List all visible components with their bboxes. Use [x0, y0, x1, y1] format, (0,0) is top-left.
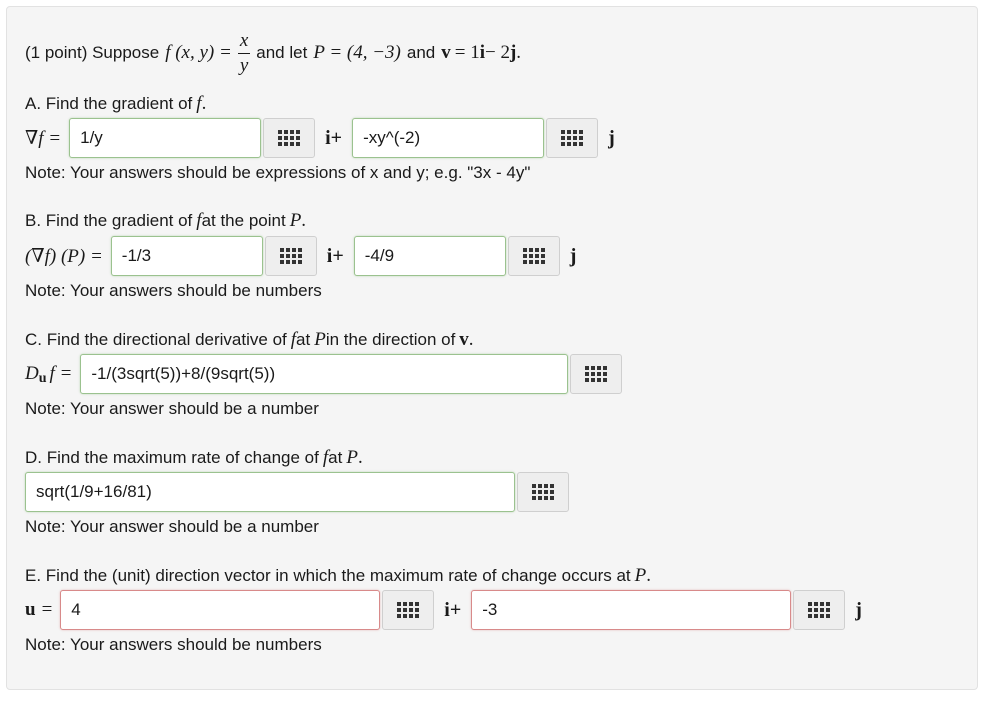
part-b-prompt — [25, 210, 306, 232]
part-d-note: Note: Your answer should be a number — [25, 517, 319, 536]
part-e-j-input[interactable] — [471, 590, 791, 630]
u-subscript: u — [38, 371, 47, 386]
period: . — [516, 42, 522, 63]
part-d-prompt-text: D. Find the maximum rate of change of — [25, 448, 319, 467]
period: . — [301, 210, 307, 231]
part-e-prompt — [25, 565, 651, 587]
equation-palette-icon[interactable] — [508, 236, 560, 276]
and-let-text: and let — [256, 43, 308, 62]
v-equals: = 1 — [454, 42, 480, 63]
part-c-field — [80, 354, 622, 394]
fraction-x-over-y — [238, 31, 250, 75]
equation-palette-icon[interactable] — [517, 472, 569, 512]
function-def: f (x, y) = — [165, 42, 232, 63]
part-e-i-field — [60, 590, 434, 630]
at-the-point-text: at the point — [201, 211, 286, 230]
point-definition: P = (4, −3) — [313, 42, 401, 63]
and-text: and — [406, 43, 436, 62]
f-symbol: f — [290, 329, 297, 350]
p-symbol: P — [346, 447, 358, 468]
part-a-j-input[interactable] — [352, 118, 544, 158]
f-symbol: f — [322, 447, 329, 468]
equals-sign: = — [41, 599, 53, 620]
part-b-i-input[interactable] — [111, 236, 263, 276]
part-e-j-field — [471, 590, 845, 630]
part-c-prompt-text: C. Find the directional derivative of — [25, 330, 287, 349]
equation-palette-icon[interactable] — [546, 118, 598, 158]
period: . — [201, 93, 207, 114]
part-d-field — [25, 472, 569, 512]
p-symbol: P — [289, 210, 302, 231]
v-symbol: v — [459, 329, 469, 350]
p-symbol: P — [634, 565, 647, 586]
part-e-i-input[interactable] — [60, 590, 380, 630]
problem-statement — [25, 31, 521, 75]
j-label: j — [569, 244, 577, 267]
equation-palette-icon[interactable] — [793, 590, 845, 630]
part-b-note: Note: Your answers should be numbers — [25, 281, 322, 300]
j-label: j — [855, 598, 862, 621]
p-symbol: P — [314, 329, 326, 350]
part-b-prompt-text: B. Find the gradient of — [25, 211, 193, 230]
part-c-note: Note: Your answer should be a number — [25, 399, 319, 418]
part-e-answer-row — [25, 590, 872, 630]
i-unit: i — [479, 42, 485, 63]
d-symbol: D — [25, 363, 39, 384]
period: . — [468, 329, 474, 350]
directional-derivative-lhs: f = — [49, 363, 73, 384]
at-text: at — [296, 330, 311, 349]
part-a-prompt-text: A. Find the gradient of — [25, 94, 193, 113]
part-d-prompt — [25, 447, 363, 469]
in-direction-text: in the direction of — [325, 330, 456, 349]
period: . — [357, 447, 363, 468]
gradient-at-p-lhs: (∇f) (P) = — [25, 245, 103, 267]
part-e-note: Note: Your answers should be numbers — [25, 635, 322, 654]
v-symbol: v — [441, 42, 451, 63]
fraction-numerator: x — [238, 31, 250, 54]
equation-palette-icon[interactable] — [263, 118, 315, 158]
part-a-i-input[interactable] — [69, 118, 261, 158]
equation-palette-icon[interactable] — [570, 354, 622, 394]
part-e-prompt-text: E. Find the (unit) direction vector in which the maximum rate of change occurs at — [25, 566, 631, 585]
part-a-answer-row — [25, 118, 625, 158]
part-c-prompt — [25, 329, 474, 351]
f-symbol: f — [196, 210, 202, 231]
part-c-input[interactable] — [80, 354, 568, 394]
i-plus-label: i+ — [326, 244, 344, 267]
gradient-lhs: ∇f = — [25, 127, 62, 149]
part-a-j-field — [352, 118, 598, 158]
part-d-input[interactable] — [25, 472, 515, 512]
part-a-prompt — [25, 93, 206, 115]
equation-palette-icon[interactable] — [265, 236, 317, 276]
part-c-answer-row — [25, 354, 622, 394]
j-label: j — [608, 126, 615, 149]
part-d-answer-row — [25, 472, 569, 512]
period: . — [646, 565, 652, 586]
i-plus-label: i+ — [444, 598, 462, 621]
f-symbol: f — [196, 93, 202, 114]
fraction-denominator: y — [239, 55, 249, 76]
equation-palette-icon[interactable] — [382, 590, 434, 630]
part-a-i-field — [69, 118, 315, 158]
minus-two: − 2 — [485, 42, 510, 63]
j-unit: j — [509, 42, 517, 63]
u-symbol: u — [25, 599, 36, 620]
problem-lead: (1 point) Suppose — [25, 43, 160, 62]
part-b-j-field — [354, 236, 560, 276]
part-b-i-field — [111, 236, 317, 276]
i-plus-label: i+ — [325, 126, 343, 149]
part-b-j-input[interactable] — [354, 236, 506, 276]
problem-panel — [6, 6, 978, 690]
part-a-note: Note: Your answers should be expressions of x and y; e.g. "3x - 4y" — [25, 163, 531, 182]
part-b-answer-row — [25, 236, 586, 276]
at-text: at — [328, 448, 343, 467]
